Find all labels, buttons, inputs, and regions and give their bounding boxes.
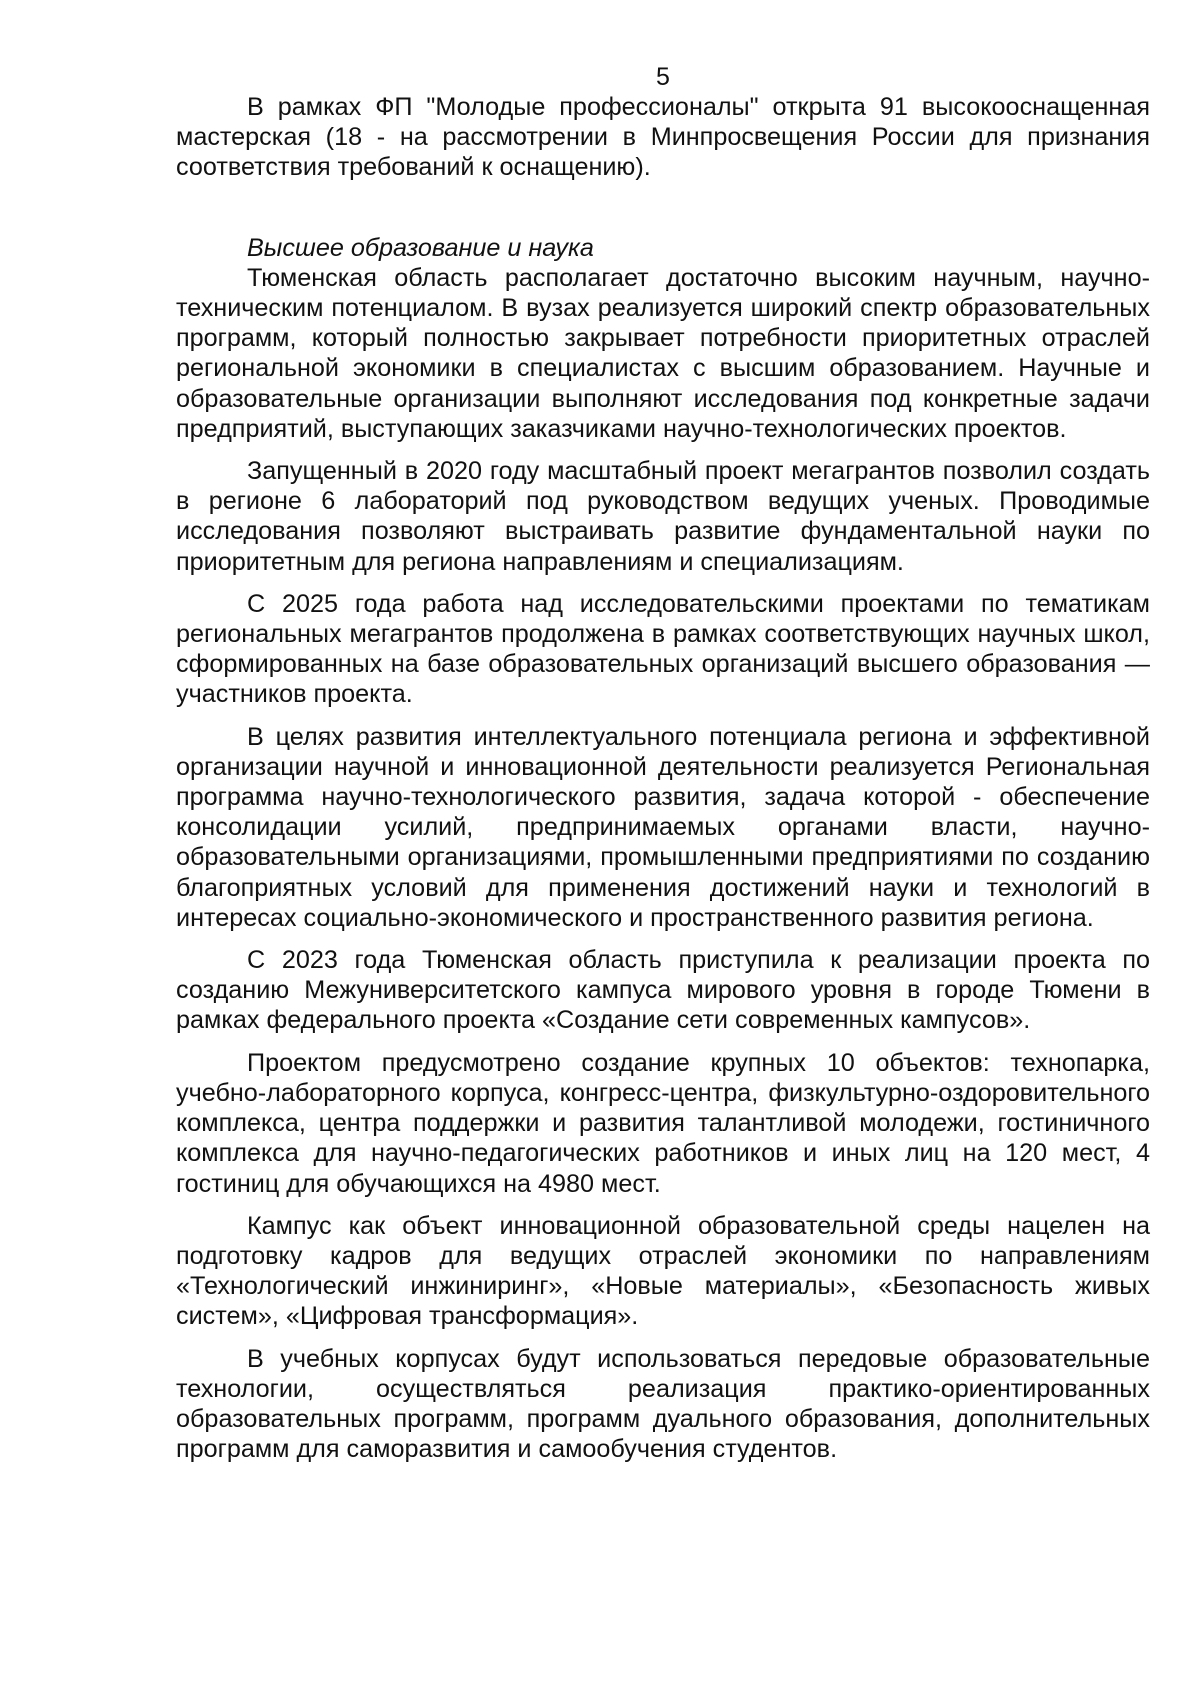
paragraph-education-technologies: В учебных корпусах будут использоваться передовые образовательные технологии, осуществляться реализация практико-ориентированных образовательных программ, программ дуального образования, дополнительных программ для саморазвития и самообучения студентов. xyxy=(176,1344,1150,1464)
section-heading: Высшее образование и наука xyxy=(247,233,594,262)
intro-paragraph: В рамках ФП "Молодые профессионалы" открыта 91 высокооснащенная мастерская (18 - на рассмотрении в Минпросвещения России для признания соответствия требований к оснащению). xyxy=(176,93,1150,182)
paragraph-scientific-schools: С 2025 года работа над исследовательскими проектами по тематикам региональных мегагрантов продолжена в рамках соответствующих научных школ, сформированных на базе образовательных организаций высшего образования — участников проекта. xyxy=(176,589,1150,709)
paragraph-research-potential: Тюменская область располагает достаточно высоким научным, научно-техническим потенциалом. В вузах реализуется широкий спектр образовательных программ, который полностью закрывает потребности приоритетных отраслей региональной экономики в специалистах с высшим образованием. Научные и образовательные организации выполняют исследования под конкретные задачи предприятий, выступающих заказчиками научно-технологических проектов. xyxy=(176,263,1150,443)
paragraph-campus-directions: Кампус как объект инновационной образовательной среды нацелен на подготовку кадров для ведущих отраслей экономики по направлениям «Технологический инжиниринг», «Новые материалы», «Безопасность живых систем», «Цифровая трансформация». xyxy=(176,1211,1150,1331)
paragraph-megagrants: Запущенный в 2020 году масштабный проект мегагрантов позволил создать в регионе 6 лабораторий под руководством ведущих ученых. Проводимые исследования позволяют выстраивать развитие фундаментальной науки по приоритетным для региона направлениям и специализациям. xyxy=(176,457,1150,576)
paragraph-regional-program: В целях развития интеллектуального потенциала региона и эффективной организации научной и инновационной деятельности реализуется Региональная программа научно-технологического развития, задача которой - обеспечение консолидации усилий, предпринимаемых органами власти, научно-образовательными организациями, промышленными предприятиями по созданию благоприятных условий для применения достижений науки и технологий в интересах социально-экономического и пространственного развития региона. xyxy=(176,722,1150,932)
page-number: 5 xyxy=(656,63,670,91)
paragraph-campus-project: С 2023 года Тюменская область приступила к реализации проекта по созданию Межуниверситетского кампуса мирового уровня в городе Тюмени в рамках федерального проекта «Создание сети современных кампусов». xyxy=(176,946,1150,1035)
paragraph-campus-objects: Проектом предусмотрено создание крупных 10 объектов: технопарка, учебно-лабораторного корпуса, конгресс-центра, физкультурно-оздоровительного комплекса, центра поддержки и развития талантливой молодежи, гостиничного комплекса для научно-педагогических работников и иных лиц на 120 мест, 4 гостиниц для обучающихся на 4980 мест. xyxy=(176,1048,1150,1198)
document-page xyxy=(176,62,1150,1464)
